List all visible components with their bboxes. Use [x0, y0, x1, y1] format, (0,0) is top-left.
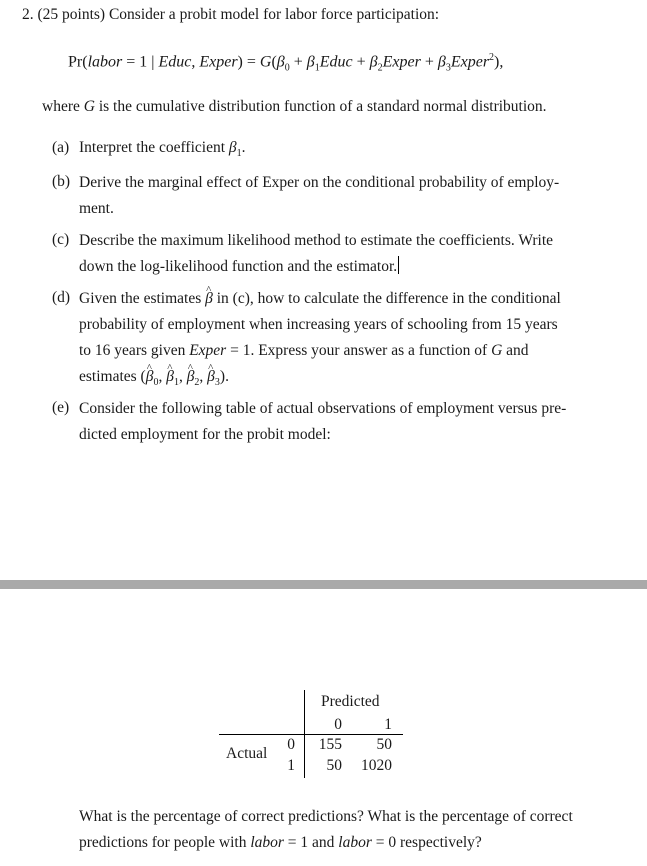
col-header: 0 — [334, 716, 342, 733]
col-header: 1 — [384, 716, 392, 733]
question-header — [22, 6, 439, 24]
part-e-text: Consider the following table of actual observations of employment versus pre- dicted employment for the probit model: — [79, 400, 567, 443]
part-d-text: Given the estimates ^ β in (c), how to calculate the difference in the conditional probability of employment when increasing years of schooling from 15 years to 16 years given Exper = 1. Express your answer as a function of G and estimates (^ $\beta_0$, ^ $\beta_1$, ^ $\beta_2$, ^ $\beta_3$). — [79, 286, 561, 396]
row-header: 0 — [287, 736, 295, 753]
table-rule — [219, 734, 403, 735]
table-cell: 1020 — [361, 757, 392, 774]
part-e-label: (e) — [52, 399, 70, 416]
table-cell: 50 — [326, 757, 342, 774]
part-c-label: (c) — [52, 231, 70, 248]
where-sentence: where G is the cumulative distribution function of a standard normal distribution. — [42, 98, 547, 115]
page-divider — [0, 580, 647, 589]
part-b-label: (b) — [52, 173, 71, 190]
part-b-text: Derive the marginal effect of Exper on the conditional probability of employ- ment. — [79, 174, 560, 217]
table-cell: 50 — [376, 736, 392, 753]
text-cursor — [398, 256, 399, 274]
table-cell: 155 — [318, 736, 342, 753]
question-intro: (25 points) Consider a probit model for labor force participation: — [37, 6, 440, 23]
part-d-label: (d) — [52, 289, 71, 306]
row-header: 1 — [287, 757, 295, 774]
part-a-label: (a) — [52, 139, 70, 156]
part-c-text: Describe the maximum likelihood method to estimate the coefficients. Write down the log-likelihood function and the estimator. — [79, 232, 554, 275]
question-number: 2. — [22, 6, 34, 23]
followup-question: What is the percentage of correct predictions? What is the percentage of correct predictions for people with labor = 1 and labor = 0 respectively? — [79, 808, 573, 851]
actual-label: Actual — [226, 745, 268, 762]
predicted-header: Predicted — [321, 693, 380, 710]
table-rule — [304, 690, 305, 778]
part-a-text: Interpret the coefficient $\beta_1$. — [79, 139, 246, 160]
probit-equation: Pr(labor = 1 | Educ, Exper) = $G(\beta_0$ + $\beta_1Educ$ + $\beta_2Exper$ + $\beta_3Exper^2$), — [68, 52, 504, 74]
